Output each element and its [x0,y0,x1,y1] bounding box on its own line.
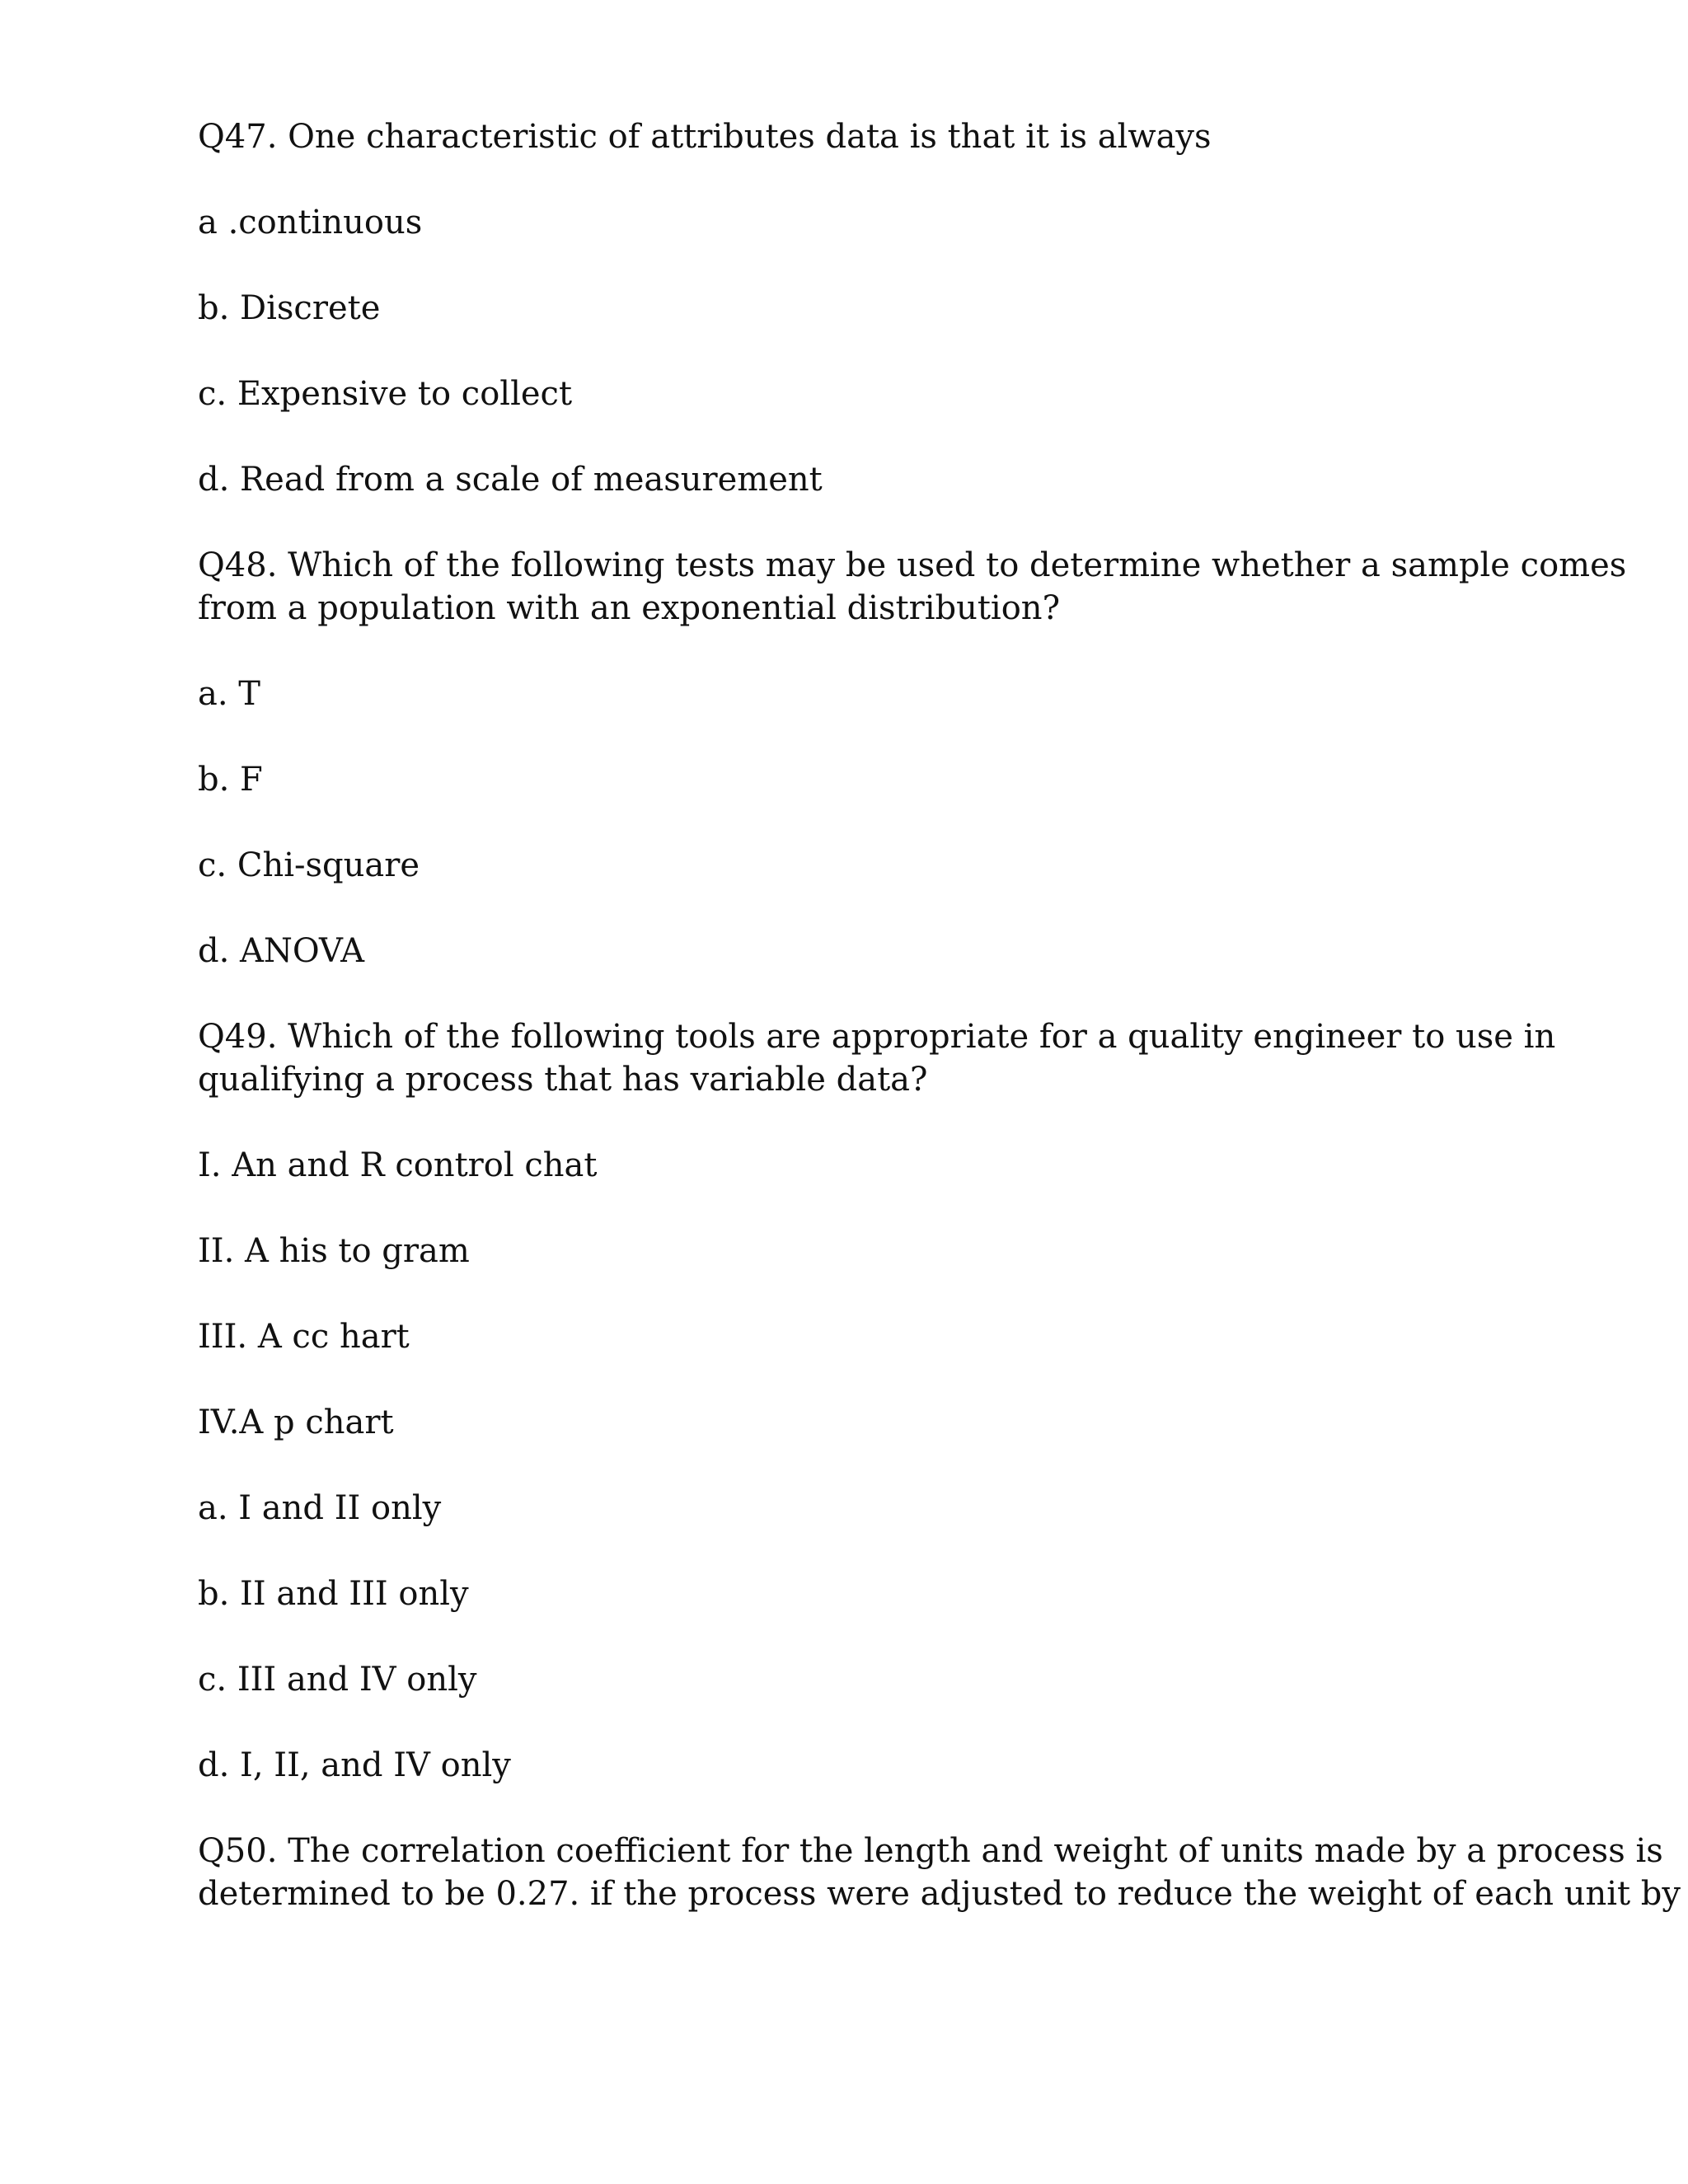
answer-option-c: c. Expensive to collect [198,375,573,413]
document-page [198,115,1681,1958]
answer-option-b: b. II and III only [198,1575,469,1613]
question-text-line: qualifying a process that has variable data? [198,1061,928,1099]
answer-option-d: d. Read from a scale of measurement [198,461,823,499]
question-49-stem [198,1015,1556,1101]
answer-option-b: b. Discrete [198,289,381,327]
question-text-line: Q49. Which of the following tools are appropriate for a quality engineer to use in [198,1018,1556,1056]
question-text-line: determined to be 0.27. if the process were adjusted to reduce the weight of each unit by [198,1875,1681,1913]
question-47-stem [198,115,1484,158]
answer-option-c: c. III and IV only [198,1661,477,1699]
question-text-line: Q48. Which of the following tests may be used to determine whether a sample comes [198,546,1627,584]
roman-item-1: I. An and R control chat [198,1146,598,1184]
roman-item-2: II. A his to gram [198,1232,470,1270]
answer-option-a: a. I and II only [198,1489,442,1527]
question-50-stem [198,1830,1681,1915]
question-text-line: Q50. The correlation coefficient for the length and weight of units made by a process is [198,1832,1663,1870]
answer-option-b: b. F [198,761,263,799]
question-text-line: from a population with an exponential distribution? [198,589,1061,627]
answer-option-a: a. T [198,675,260,713]
answer-option-a: a .continuous [198,204,423,241]
roman-item-3: III. A cc hart [198,1318,410,1356]
roman-item-4: IV.A p chart [198,1404,394,1441]
answer-option-d: d. ANOVA [198,932,365,970]
answer-option-c: c. Chi-square [198,846,420,884]
question-text-line: Q47. One characteristic of attributes data is that it is always [198,118,1212,156]
answer-option-d: d. I, II, and IV only [198,1746,511,1784]
question-48-stem [198,544,1627,630]
